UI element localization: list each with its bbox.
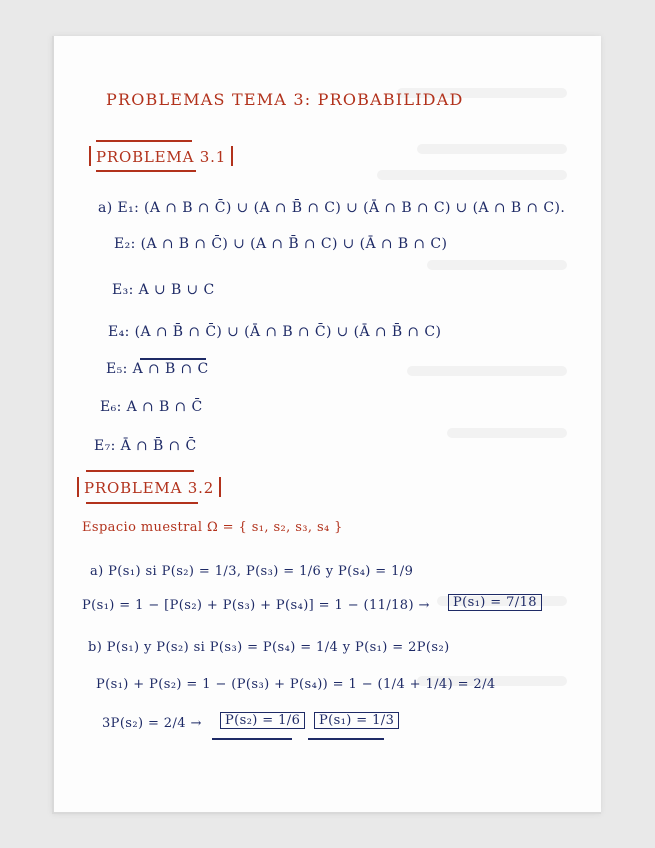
event-line: E₇: Ā ∩ B̄ ∩ C̄ bbox=[94, 438, 197, 454]
answer-box bbox=[314, 712, 399, 729]
boxed-answer: P(s₁) = 1/3 bbox=[314, 712, 399, 729]
problem-heading bbox=[72, 477, 226, 497]
heading-bar bbox=[89, 146, 91, 166]
problem-line: 3P(s₂) = 2/4 → bbox=[102, 716, 202, 731]
boxed-answer: P(s₁) = 7/18 bbox=[448, 594, 542, 611]
bleed-through-mark bbox=[427, 260, 567, 270]
heading-underline bbox=[96, 170, 196, 172]
event-line: E₆: A ∩ B ∩ C̄ bbox=[100, 399, 203, 415]
complement-overline bbox=[140, 358, 206, 360]
bleed-through-mark bbox=[407, 366, 567, 376]
answer-underline bbox=[212, 738, 292, 740]
problem-heading-text: PROBLEMA 3.1 bbox=[96, 148, 227, 166]
heading-bar bbox=[231, 146, 233, 166]
event-line: E₂: (A ∩ B ∩ C̄) ∪ (A ∩ B̄ ∩ C) ∪ (Ā ∩ B ∩ C) bbox=[114, 236, 448, 252]
sample-space: Espacio muestral Ω = { s₁, s₂, s₃, s₄ } bbox=[82, 520, 343, 535]
answer-underline bbox=[308, 738, 384, 740]
problem-line: b) P(s₁) y P(s₂) si P(s₃) = P(s₄) = 1/4 y P(s₁) = 2P(s₂) bbox=[88, 640, 450, 655]
bleed-through-mark bbox=[417, 144, 567, 154]
heading-underline bbox=[86, 502, 198, 504]
heading-bar bbox=[77, 477, 79, 497]
problem-heading-text: PROBLEMA 3.2 bbox=[84, 479, 215, 497]
event-line: E₅: A ∩ B ∩ C bbox=[106, 361, 209, 377]
page-title: PROBLEMAS TEMA 3: PROBABILIDAD bbox=[106, 90, 464, 109]
event-line: E₃: A ∪ B ∪ C bbox=[112, 282, 215, 298]
boxed-answer: P(s₂) = 1/6 bbox=[220, 712, 305, 729]
bleed-through-mark bbox=[377, 170, 567, 180]
problem-heading bbox=[84, 146, 238, 166]
event-line: E₄: (A ∩ B̄ ∩ C̄) ∪ (Ā ∩ B ∩ C̄) ∪ (Ā ∩ B̄ ∩ C) bbox=[108, 324, 442, 340]
problem-line: a) P(s₁) si P(s₂) = 1/3, P(s₃) = 1/6 y P(s₄) = 1/9 bbox=[90, 564, 414, 579]
answer-box bbox=[448, 594, 542, 611]
notebook-page bbox=[52, 36, 601, 814]
bleed-through-mark bbox=[447, 428, 567, 438]
problem-line: P(s₁) = 1 − [P(s₂) + P(s₃) + P(s₄)] = 1 − (11/18) → bbox=[82, 598, 430, 613]
heading-overline bbox=[86, 470, 194, 472]
heading-overline bbox=[96, 140, 192, 142]
heading-bar bbox=[219, 477, 221, 497]
event-line: a) E₁: (A ∩ B ∩ C̄) ∪ (A ∩ B̄ ∩ C) ∪ (Ā ∩ B ∩ C) ∪ (A ∩ B ∩ C). bbox=[98, 200, 566, 216]
answer-box bbox=[220, 712, 305, 729]
problem-line: P(s₁) + P(s₂) = 1 − (P(s₃) + P(s₄)) = 1 − (1/4 + 1/4) = 2/4 bbox=[96, 677, 496, 692]
